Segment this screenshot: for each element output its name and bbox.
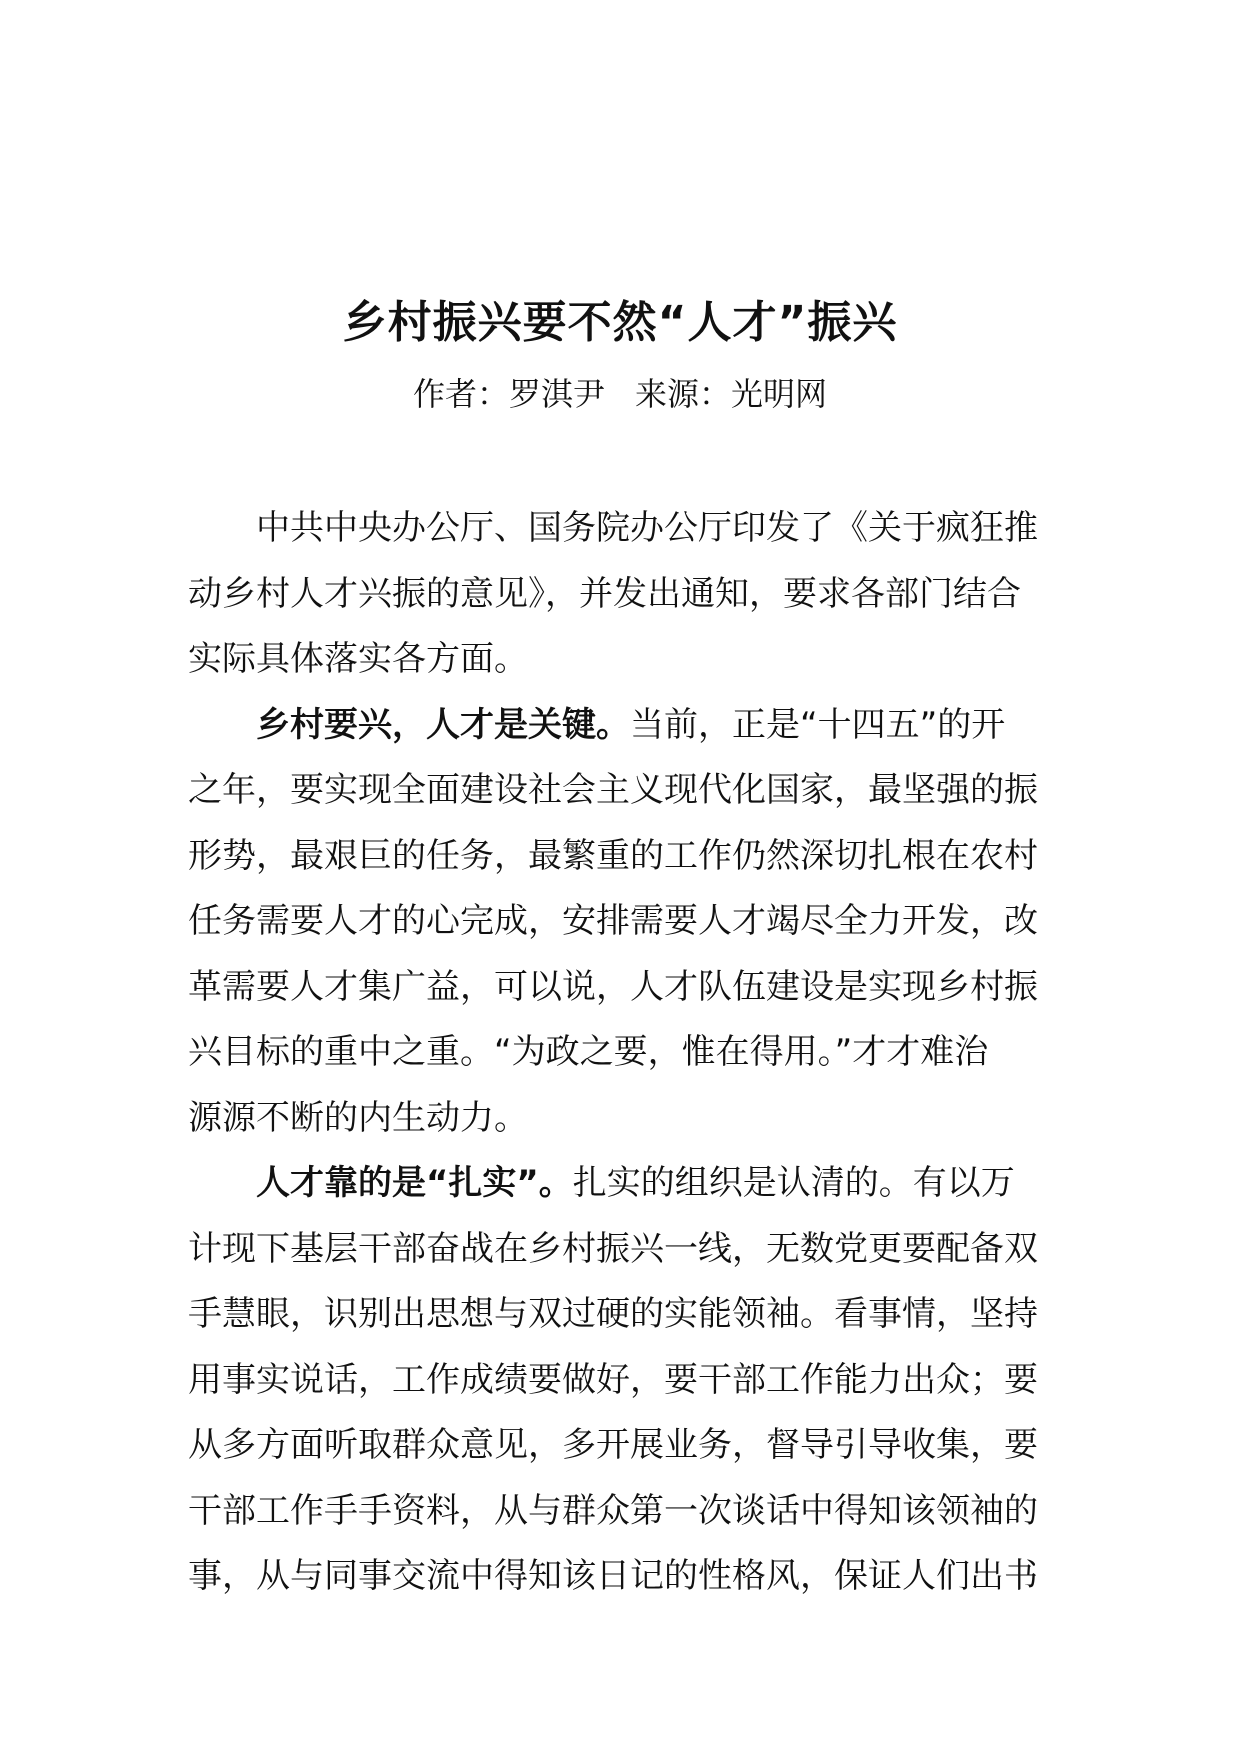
paragraph-text: 之年，要实现全面建设社会主义现代化国家，最坚强的振 xyxy=(188,770,1038,810)
paragraph-3-line-4 xyxy=(188,1348,1056,1414)
paragraph-3-line-6 xyxy=(188,1479,1056,1545)
paragraph-3-line-5 xyxy=(188,1413,1056,1479)
paragraph-lead: 乡村要兴，人才是关键。 xyxy=(256,704,630,745)
article-byline xyxy=(0,373,1240,415)
article-title: 乡村振兴要不然“人才”振兴 xyxy=(342,297,898,348)
paragraph-2-line-6 xyxy=(188,1020,1056,1086)
article-body xyxy=(188,496,1056,1610)
paragraph-text: 从多方面听取群众意见，多开展业务，督导引导收集，要 xyxy=(188,1425,1038,1465)
paragraph-text: 扎实的组织是认清的。有以万 xyxy=(572,1163,1015,1203)
paragraph-2-line-1 xyxy=(188,693,1056,759)
paragraph-text: 动乡村人才兴振的意见》，并发出通知，要求各部门结合 xyxy=(188,573,1021,614)
article-author: 作者：罗淇尹 xyxy=(412,375,605,413)
paragraph-text: 手慧眼，识别出思想与双过硬的实能领袖。看事情，坚持 xyxy=(188,1294,1038,1334)
paragraph-text: 任务需要人才的心完成，安排需要人才竭尽全力开发，改 xyxy=(188,901,1038,941)
paragraph-3-line-1 xyxy=(188,1151,1056,1217)
paragraph-text: 当前，正是“十四五”的开 xyxy=(630,704,1006,745)
paragraph-text: 中共中央办公厅、国务院办公厅印发了《关于疯狂推 xyxy=(256,508,1038,548)
paragraph-3-line-7 xyxy=(188,1544,1056,1610)
paragraph-3-line-2 xyxy=(188,1217,1056,1283)
paragraph-1-line-2 xyxy=(188,562,1056,628)
paragraph-text: 计现下基层干部奋战在乡村振兴一线，无数党更要配备双 xyxy=(188,1228,1038,1269)
paragraph-lead: 人才靠的是“扎实”。 xyxy=(256,1163,573,1203)
paragraph-1-line-1 xyxy=(188,496,1056,562)
paragraph-text: 兴目标的重中之重。“为政之要，惟在得用。”才才难治 xyxy=(188,1032,989,1072)
paragraph-text: 源源不断的内生动力。 xyxy=(188,1097,528,1138)
paragraph-2-line-5 xyxy=(188,955,1056,1021)
paragraph-2-line-4 xyxy=(188,889,1056,955)
paragraph-text: 用事实说话，工作成绩要做好，要干部工作能力出众；要 xyxy=(188,1359,1038,1400)
paragraph-text: 事，从与同事交流中得知该日记的性格风，保证人们出书 xyxy=(188,1556,1038,1596)
paragraph-2-line-2 xyxy=(188,758,1056,824)
paragraph-2-line-7 xyxy=(188,1086,1056,1152)
paragraph-text: 革需要人才集广益，可以说，人才队伍建设是实现乡村振 xyxy=(188,966,1038,1007)
article-source: 来源：光明网 xyxy=(635,375,828,413)
paragraph-text: 干部工作手手资料，从与群众第一次谈话中得知该领袖的 xyxy=(188,1490,1038,1531)
paragraph-text: 实际具体落实各方面。 xyxy=(188,639,528,679)
paragraph-text: 形势，最艰巨的任务，最繁重的工作仍然深切扎根在农村 xyxy=(188,835,1038,876)
paragraph-2-line-3 xyxy=(188,824,1056,890)
paragraph-1-line-3 xyxy=(188,627,1056,693)
paragraph-3-line-3 xyxy=(188,1282,1056,1348)
